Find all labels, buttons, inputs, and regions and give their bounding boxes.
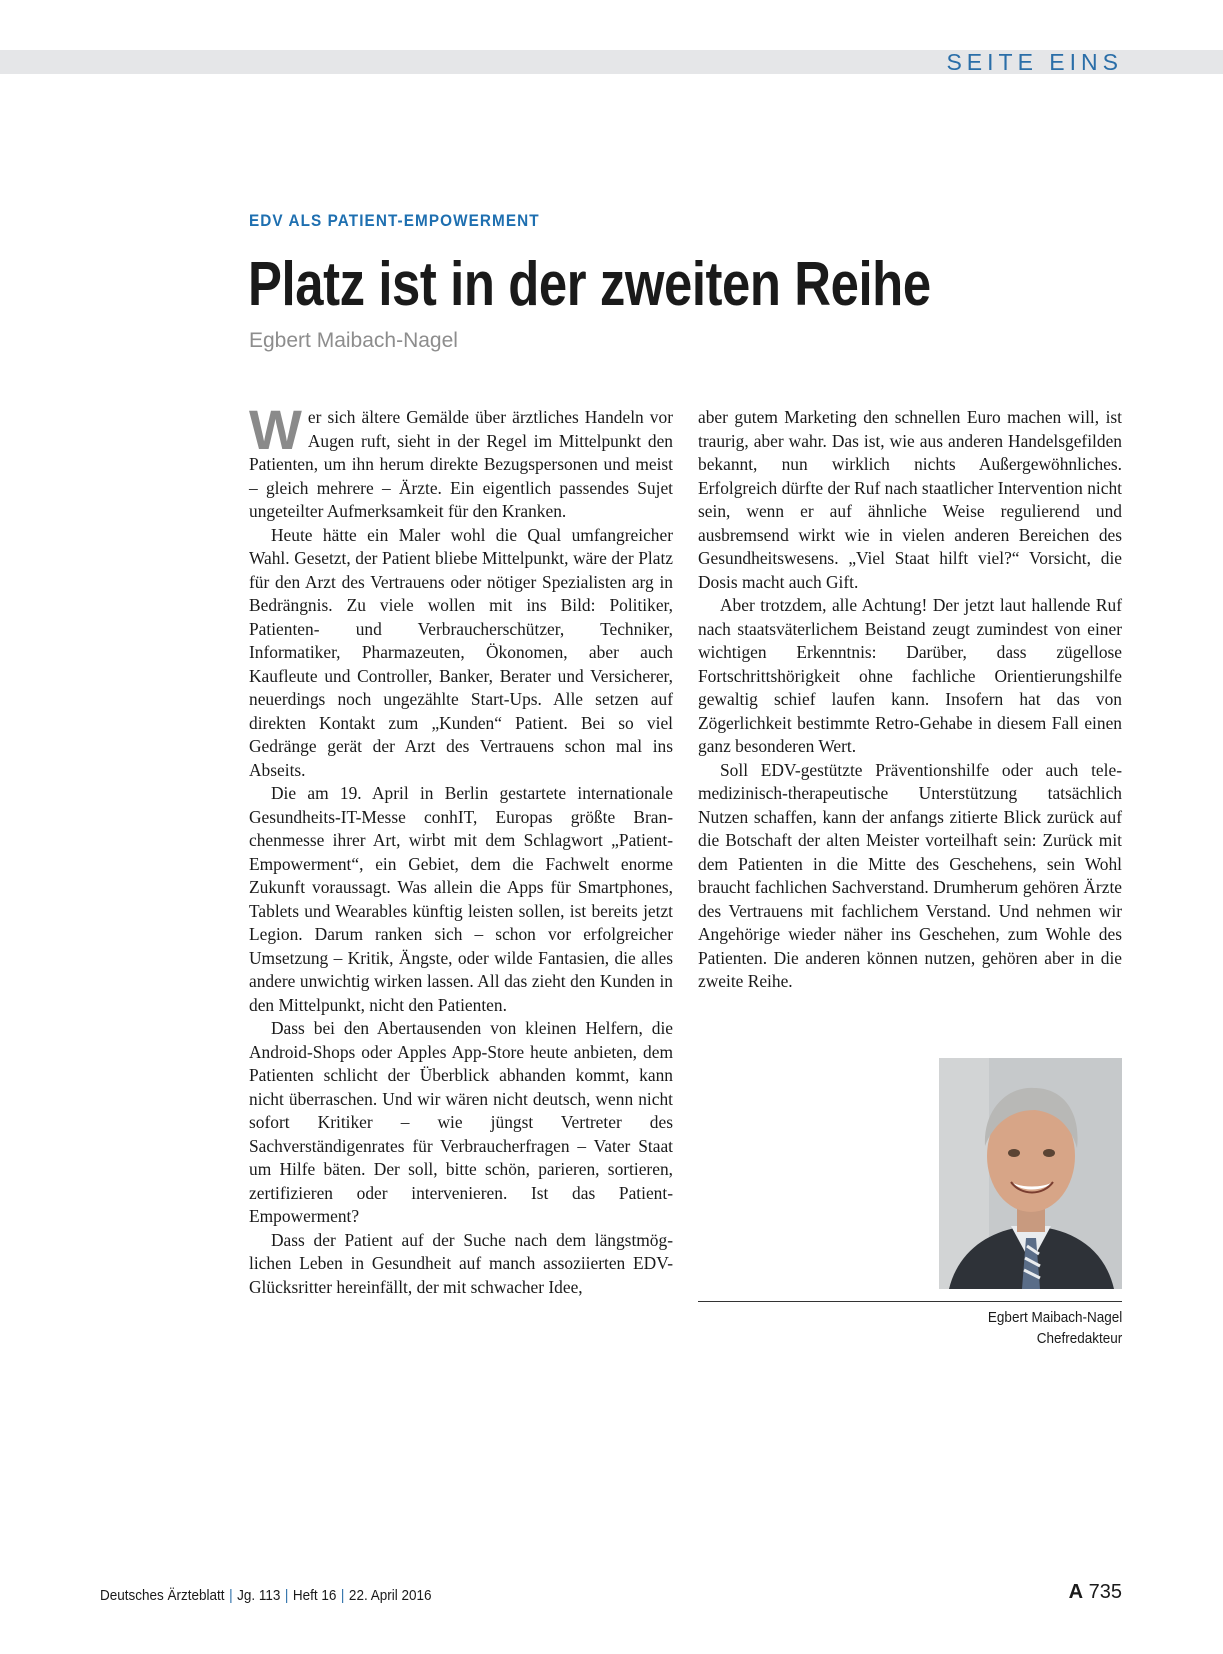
drop-cap: W xyxy=(249,398,302,461)
text-column-left xyxy=(249,398,673,1299)
footer-publication-info xyxy=(100,1587,432,1604)
paragraph: Soll EDV-gestützte Präventionshilfe oder auch telemedizinisch-therapeutische Unterstützung tatsächlich Nutzen schaffen, kann der anfangs zitierte Blick zurück auf die Botschaft der alten Meister vorteilhaft sein: Zurück mit dem Patienten in die Mitte des Geschehens, sein Wohl braucht fachlichen Sachverstand. Drumherum gehören Ärzte des Vertrauens mit fachlichem Verstand. Und nehmen wir Angehörige wieder näher ins Geschehen, zum Wohle des Patienten. Die anderen können nutzen, gehören aber in die zweite Reihe. xyxy=(698,759,1122,991)
paragraph-text: er sich ältere Gemälde über ärztliches Handeln vor Augen ruft, sieht in der Regel im Mittelpunkt den Patienten, um ihn herum direkte Bezugspersonen und meist – gleich mehrere – Ärzte. Ein eigentlich passendes Sujet ungeteilter Aufmerksamkeit für den Kranken. xyxy=(249,407,673,521)
paragraph: Aber trotzdem, alle Achtung! Der jetzt laut hallende Ruf nach staatsväterlichem Beistand zeugt zumindest von einer wichtigen Erkenntnis: Darüber, dass zügellose Fortschrittshörigkeit ohne fachliche Orientierungshilfe gewaltig schief laufen kann. Insofern hat das von Zögerlichkeit bestimmte Retro-Gehabe in diesem Fall einen ganz besonderen Wert. xyxy=(698,595,1122,756)
photo-caption xyxy=(988,1307,1122,1349)
article-title: Platz ist in der zweiten Reihe xyxy=(248,250,931,319)
footer-date: 22. April 2016 xyxy=(348,1587,432,1604)
article-author: Egbert Maibach-Nagel xyxy=(249,329,458,352)
footer-separator: | xyxy=(340,1587,345,1604)
page-prefix: A xyxy=(1068,1581,1084,1603)
article-kicker: EDV ALS PATIENT-EMPOWERMENT xyxy=(249,211,540,230)
footer-publication: Deutsches Ärzteblatt xyxy=(100,1587,225,1604)
caption-rule xyxy=(698,1301,1122,1302)
paragraph: aber gutem Marketing den schnellen Euro machen will, ist traurig, aber wahr. Das ist, wie aus anderen Handelsgefilden bekannt, nun wirklich nichts Außergewöhnliches. Erfolgreich dürfte der Ruf nach staatlicher Intervention nicht sein, wenn er auf ähnliche Weise regulierend und ausbremsend wirkt wie in vielen anderen Bereichen des Gesundheitswesens. „Viel Staat hilft viel?“ Vorsicht, die Dosis macht auch Gift. xyxy=(698,407,1122,592)
paragraph: Die am 19. April in Berlin gestartete internationale Gesundheits-IT-Messe conhIT, Europas größte Branchenmesse ihrer Art, wirbt mit dem Schlagwort „Patient-Empowerment“, ein Gebiet, dem die Fachwelt enorme Zukunft voraussagt. Was allein die Apps für Smartphones, Tablets und Wearables künftig leisten sollen, ist bereits jetzt Legion. Darum ranken sich – schon vor erfolgreicher Umsetzung – Kritik, Ängste, oder wilde Fantasien, die alles andere unwichtig wirken lassen. All das zieht den Kunden in den Mittelpunkt, nicht den Patienten. xyxy=(249,783,673,1015)
text-column-right xyxy=(698,406,1122,994)
footer-separator: | xyxy=(284,1587,289,1604)
footer-issue: Heft 16 xyxy=(292,1587,337,1604)
paragraph: Dass bei den Abertausenden von kleinen Helfern, die Android-Shops oder Apples App-Store heute anbieten, dem Patienten schlicht der Überblick abhanden kommt, kann nicht überraschen. Und wir wären nicht deutsch, wenn nicht sofort Kritiker – wie jüngst Vertreter des Sachverständigenrates für Verbraucherfragen – Vater Staat um Hilfe bäten. Der soll, bitte schön, parieren, sortieren, zertifizieren oder intervenieren. Ist das Patient-Empowerment? xyxy=(249,1018,673,1226)
author-portrait xyxy=(939,1058,1122,1289)
paragraph xyxy=(249,398,673,524)
page-number xyxy=(1069,1581,1122,1604)
caption-name: Egbert Maibach-Nagel xyxy=(987,1309,1122,1326)
footer-separator: | xyxy=(229,1587,233,1604)
paragraph: Heute hätte ein Maler wohl die Qual umfangreicher Wahl. Gesetzt, der Patient bliebe Mittelpunkt, wäre der Platz für den Arzt des Vertrauens oder nötiger Spezialisten arg in Bedrängnis. Zu viele wollen mit ins Bild: Politiker, Patienten- und Verbraucherschützer, Techniker, Informatiker, Pharmazeuten, Ökonomen, aber auch Kaufleute und Controller, Banker, Berater und Versicherer, neuerdings noch ungezählte Start-Ups. Alle setzen auf direkten Kontakt zum „Kunden“ Patient. Bei so viel Gedränge gerät der Arzt des Vertrauens schon mal ins Abseits. xyxy=(249,524,673,780)
footer-volume: Jg. 113 xyxy=(237,1587,281,1604)
caption-role: Chefredakteur xyxy=(1036,1330,1122,1347)
page-number-value: 735 xyxy=(1088,1581,1122,1603)
paragraph: Dass der Patient auf der Suche nach dem längstmöglichen Leben in Gesundheit auf manch assoziierten EDV-Glücksritter hereinfällt, der mit schwacher Idee, xyxy=(249,1229,673,1297)
section-label: SEITE EINS xyxy=(946,49,1123,75)
